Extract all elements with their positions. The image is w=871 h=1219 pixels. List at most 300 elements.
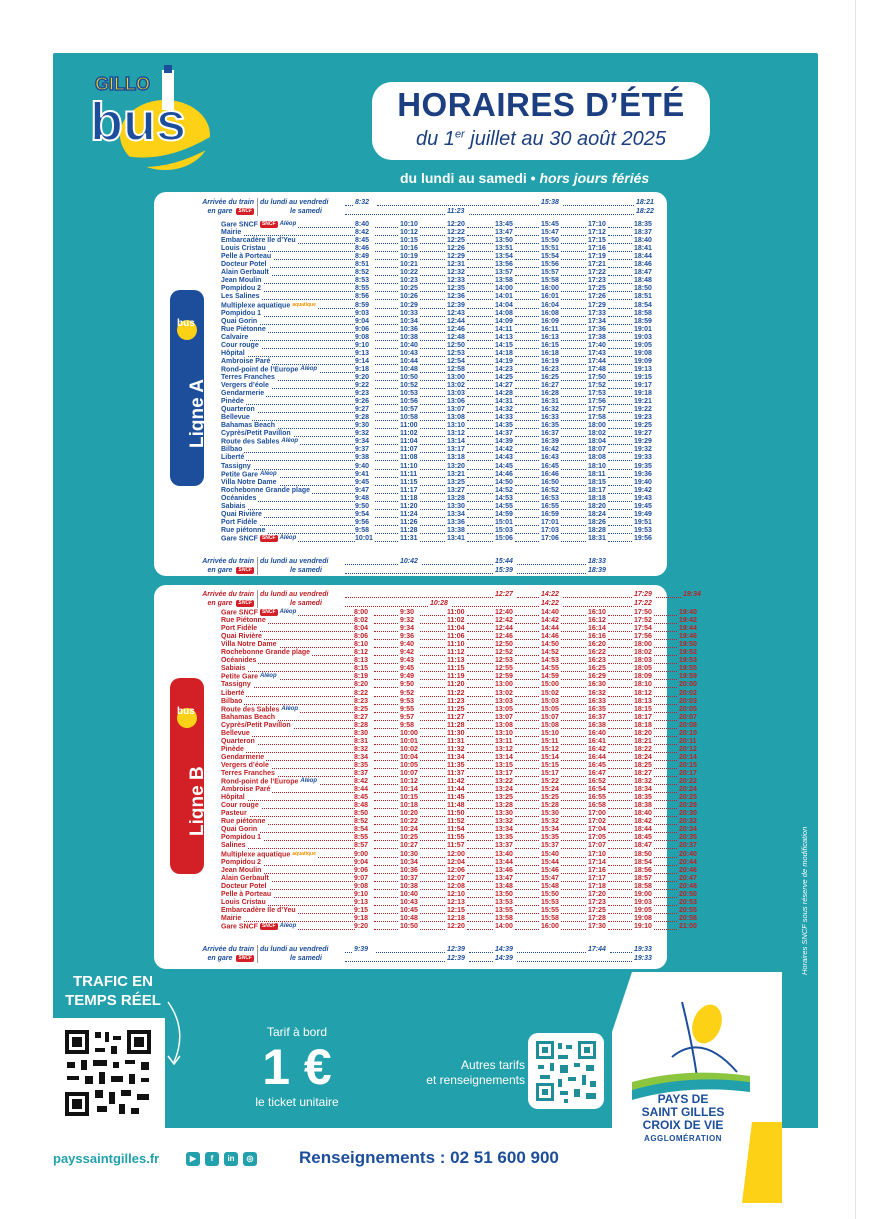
line-a-time: 10:10 xyxy=(400,221,418,228)
dotted-leader xyxy=(608,453,632,461)
dotted-leader xyxy=(420,478,445,486)
dotted-leader xyxy=(517,590,539,598)
dotted-leader xyxy=(561,713,586,721)
train-arrival-time: 9:39 xyxy=(354,946,369,953)
line-a-time: 16:11 xyxy=(541,325,559,333)
line-b-time: 13:47 xyxy=(495,874,513,882)
instagram-icon[interactable]: ◎ xyxy=(243,1152,257,1166)
dotted-leader xyxy=(608,624,632,632)
dotted-leader xyxy=(561,705,586,713)
dotted-leader xyxy=(561,381,586,389)
line-b-time: 17:04 xyxy=(588,826,606,834)
line-a-time: 12:20 xyxy=(447,221,465,228)
line-a-time: 15:56 xyxy=(541,261,559,269)
dotted-leader xyxy=(654,616,677,624)
dotted-leader xyxy=(420,494,445,502)
dotted-leader xyxy=(561,252,586,260)
line-a-time: 19:53 xyxy=(634,526,652,534)
line-b-time: 12:04 xyxy=(447,858,465,866)
line-b-time: 13:58 xyxy=(495,914,513,922)
dotted-leader xyxy=(467,333,493,341)
line-a-time: 10:22 xyxy=(400,269,418,277)
dotted-leader xyxy=(420,785,445,793)
qr-code-tarifs[interactable] xyxy=(528,1033,604,1109)
dotted-leader xyxy=(515,333,539,341)
line-a-time: 18:18 xyxy=(588,494,606,502)
line-a-time: 15:01 xyxy=(495,518,513,526)
dotted-leader xyxy=(654,898,677,906)
train-arrival-time: 19:34 xyxy=(683,591,701,598)
dotted-leader xyxy=(515,616,539,624)
dotted-leader xyxy=(608,640,632,648)
line-b-stop-name: Gare SNCF SNCF Aléop xyxy=(221,609,297,617)
line-b-stop-name: Pasteur xyxy=(221,810,247,818)
dotted-leader xyxy=(420,729,445,737)
dotted-leader xyxy=(420,373,445,381)
line-a-stop-name: Louis Cristau xyxy=(221,245,266,253)
dotted-leader xyxy=(561,761,586,769)
youtube-icon[interactable]: ▶ xyxy=(186,1152,200,1166)
line-a-time: 18:24 xyxy=(588,510,606,518)
line-a-stop-name: Mairie xyxy=(221,229,242,237)
dotted-leader xyxy=(467,381,493,389)
dotted-leader xyxy=(467,809,493,817)
line-b-time: 14:00 xyxy=(495,922,513,930)
aleop-icon: Aléop xyxy=(279,221,297,227)
dotted-leader xyxy=(654,874,677,882)
line-a-time: 13:34 xyxy=(447,510,465,518)
dotted-leader xyxy=(654,858,677,866)
line-a-time: 14:45 xyxy=(495,462,513,470)
dotted-leader xyxy=(467,325,493,333)
line-a-time: 10:40 xyxy=(400,341,418,349)
dotted-leader xyxy=(561,526,586,534)
dotted-leader xyxy=(374,841,398,849)
dotted-leader xyxy=(452,599,539,607)
dotted-leader xyxy=(608,421,632,429)
dotted-leader xyxy=(375,333,398,341)
dotted-leader xyxy=(515,381,539,389)
line-a-time: 11:24 xyxy=(400,510,418,518)
line-a-time: 16:31 xyxy=(541,398,559,406)
dotted-leader xyxy=(515,301,539,309)
dotted-leader xyxy=(515,922,539,930)
dotted-leader xyxy=(467,413,493,421)
dotted-leader xyxy=(561,301,586,309)
dotted-leader xyxy=(515,252,539,260)
dotted-leader xyxy=(608,236,632,244)
train-label: en gare SNCF xyxy=(207,599,252,607)
line-b-time: 17:02 xyxy=(588,818,606,826)
line-a-time: 19:09 xyxy=(634,357,652,365)
dotted-leader xyxy=(467,777,493,785)
train-arrival-time: 18:33 xyxy=(588,558,606,565)
dotted-leader xyxy=(608,470,632,478)
dotted-leader xyxy=(561,397,586,405)
dotted-leader xyxy=(374,729,398,737)
line-b-time: 15:05 xyxy=(541,705,559,713)
dotted-leader xyxy=(374,689,398,697)
line-a-time: 16:32 xyxy=(541,406,559,414)
line-b-time: 10:25 xyxy=(400,834,418,842)
dotted-leader xyxy=(654,640,677,648)
dotted-leader xyxy=(561,785,586,793)
dotted-leader xyxy=(654,801,677,809)
line-b-time: 13:32 xyxy=(495,818,513,826)
dotted-leader xyxy=(467,526,493,534)
line-b-time: 15:37 xyxy=(541,842,559,850)
line-a-time: 13:54 xyxy=(495,253,513,261)
line-b-time: 15:30 xyxy=(541,810,559,818)
line-b-time: 20:40 xyxy=(679,850,697,858)
dotted-leader xyxy=(515,453,539,461)
dotted-leader xyxy=(656,590,681,598)
line-b-time: 14:59 xyxy=(541,673,559,681)
dotted-leader xyxy=(374,817,398,825)
dotted-leader xyxy=(515,284,539,292)
line-a-stop-name: Tassigny xyxy=(221,462,251,470)
dotted-leader xyxy=(420,769,445,777)
dotted-leader xyxy=(515,729,539,737)
dotted-leader xyxy=(561,220,586,228)
line-b-time: 13:34 xyxy=(495,826,513,834)
dotted-leader xyxy=(515,608,539,616)
line-b-time: 16:12 xyxy=(588,617,606,625)
dotted-leader xyxy=(608,729,632,737)
bus-mini-logo xyxy=(175,304,199,344)
facebook-icon[interactable]: f xyxy=(205,1152,219,1166)
dotted-leader xyxy=(420,429,445,437)
line-a-time: 11:00 xyxy=(400,422,418,430)
line-a-time: 17:16 xyxy=(588,245,606,253)
line-b-time: 16:23 xyxy=(588,657,606,665)
website-link[interactable]: payssaintgilles.fr xyxy=(53,1151,160,1166)
dotted-leader xyxy=(515,421,539,429)
multiplexe-icon: aquatique xyxy=(292,301,316,308)
dotted-leader xyxy=(517,954,632,962)
line-a-time: 10:23 xyxy=(400,277,418,285)
dotted-leader xyxy=(515,341,539,349)
dotted-leader xyxy=(654,689,677,697)
line-b-time: 20:07 xyxy=(679,713,697,721)
line-b-time: 10:30 xyxy=(400,850,418,858)
dotted-leader xyxy=(375,284,398,292)
line-b-time: 17:56 xyxy=(634,633,652,641)
line-a-time: 19:32 xyxy=(634,446,652,454)
aleop-icon: Aléop xyxy=(279,609,297,615)
dotted-leader xyxy=(608,462,632,470)
dotted-leader xyxy=(420,761,445,769)
line-a-stop-name: Vergers d’éole xyxy=(221,382,269,389)
line-a-time: 18:07 xyxy=(588,446,606,454)
dotted-leader xyxy=(515,858,539,866)
line-b-time: 20:17 xyxy=(679,770,697,777)
line-a-time: 12:22 xyxy=(447,229,465,237)
line-b-time: 20:15 xyxy=(679,761,697,769)
line-a-time: 10:56 xyxy=(400,398,418,406)
line-a-time: 13:38 xyxy=(447,526,465,534)
line-a-time: 10:57 xyxy=(400,406,418,414)
line-b-time: 11:15 xyxy=(447,665,465,673)
line-b-stop-name: Gendarmerie xyxy=(221,753,265,761)
dotted-leader xyxy=(467,534,493,542)
line-a-stop-name: Pelle à Porteau xyxy=(221,253,272,261)
linkedin-icon[interactable]: in xyxy=(224,1152,238,1166)
line-a-time: 14:19 xyxy=(495,357,513,365)
line-b-time: 9:43 xyxy=(400,657,415,665)
line-b-time: 18:56 xyxy=(634,866,652,874)
line-b-stop-name: Ambroise Paré xyxy=(221,786,271,794)
line-b-time: 13:50 xyxy=(495,890,513,898)
line-b-time: 8:54 xyxy=(354,826,369,834)
dotted-leader xyxy=(467,656,493,664)
line-b-time: 17:00 xyxy=(588,810,606,818)
line-b-time: 17:25 xyxy=(588,906,606,914)
line-b-train-header xyxy=(190,590,701,608)
dotted-leader xyxy=(654,624,677,632)
line-b-time: 16:22 xyxy=(588,649,606,657)
dotted-leader xyxy=(515,640,539,648)
dotted-leader xyxy=(420,680,445,688)
dotted-leader xyxy=(561,833,586,841)
dotted-leader xyxy=(515,389,539,397)
aleop-icon: Aléop xyxy=(259,673,277,680)
dotted-leader xyxy=(654,817,677,825)
line-a-time: 16:33 xyxy=(541,414,559,422)
dotted-leader xyxy=(561,648,586,656)
line-a-time: 14:01 xyxy=(495,293,513,301)
line-a-time: 12:36 xyxy=(447,293,465,301)
dotted-leader xyxy=(515,445,539,453)
line-a-time: 13:28 xyxy=(447,494,465,502)
dotted-leader xyxy=(420,737,445,745)
tarif-price: 1 € xyxy=(262,1039,332,1095)
line-a-time: 8:40 xyxy=(355,221,370,228)
line-b-time: 11:57 xyxy=(447,842,465,850)
dotted-leader xyxy=(654,866,677,874)
line-a-time: 9:26 xyxy=(355,398,370,406)
line-a-time: 16:00 xyxy=(541,285,559,293)
line-b-stop-name: Vergers d’éole xyxy=(221,761,269,769)
dotted-leader xyxy=(375,252,398,260)
dotted-leader xyxy=(375,357,398,365)
dotted-leader xyxy=(467,664,493,672)
dotted-leader xyxy=(561,866,586,874)
line-a-time: 17:40 xyxy=(588,341,606,349)
line-a-time: 12:39 xyxy=(447,301,465,309)
line-a-time: 11:26 xyxy=(400,518,418,526)
line-b-time: 9:55 xyxy=(400,705,415,713)
line-a-time: 17:56 xyxy=(588,398,606,406)
dotted-leader xyxy=(374,664,398,672)
line-b-time: 19:55 xyxy=(679,665,697,673)
line-a-time: 16:55 xyxy=(541,502,559,510)
line-b-time: 13:53 xyxy=(495,898,513,906)
line-b-time: 16:16 xyxy=(588,633,606,641)
dotted-leader xyxy=(420,745,445,753)
dotted-leader xyxy=(420,510,445,518)
dotted-leader xyxy=(374,850,398,858)
line-a-time: 10:36 xyxy=(400,325,418,333)
dotted-leader xyxy=(374,922,398,930)
line-a-time: 12:31 xyxy=(447,261,465,269)
dotted-leader xyxy=(375,534,398,542)
line-a-stop-name: Docteur Potel xyxy=(221,261,267,269)
sncf-icon: SNCF xyxy=(261,534,276,541)
train-arrival-time: 12:27 xyxy=(495,591,513,598)
line-a-time: 10:12 xyxy=(400,229,418,237)
line-a-time: 9:23 xyxy=(355,390,370,398)
line-b-time: 12:59 xyxy=(495,673,513,681)
dotted-leader xyxy=(654,809,677,817)
line-a-time: 18:17 xyxy=(588,486,606,494)
dotted-leader xyxy=(467,745,493,753)
line-a-time: 10:50 xyxy=(400,373,418,381)
dotted-leader xyxy=(515,793,539,801)
line-b-time: 9:32 xyxy=(400,617,415,625)
line-b-stop-name: Liberté xyxy=(221,689,245,697)
line-a-time: 13:07 xyxy=(447,406,465,414)
line-b-time: 17:50 xyxy=(634,609,652,616)
line-b-time: 13:35 xyxy=(495,834,513,842)
dotted-leader xyxy=(375,526,398,534)
dotted-leader xyxy=(515,228,539,236)
multiplexe-icon: aquatique xyxy=(292,850,316,857)
autres-tarifs: Autres tarifs et renseignements xyxy=(426,1058,525,1087)
line-b-time: 16:10 xyxy=(588,609,606,616)
line-b-time: 18:58 xyxy=(634,882,652,890)
dotted-leader xyxy=(420,697,445,705)
dotted-leader xyxy=(467,769,493,777)
line-b-time: 17:10 xyxy=(588,850,606,858)
line-b-time: 10:04 xyxy=(400,753,418,761)
dotted-leader xyxy=(608,825,632,833)
divider xyxy=(257,557,258,575)
line-a-time: 9:06 xyxy=(355,325,370,333)
line-b-stop-name: Bilbao xyxy=(221,697,243,705)
line-a-stop-name: Hôpital xyxy=(221,349,245,357)
line-a-time: 19:13 xyxy=(634,365,652,373)
line-a-time: 14:11 xyxy=(495,325,513,333)
line-b-time: 12:08 xyxy=(447,882,465,890)
line-b-time: 14:46 xyxy=(541,633,559,641)
dotted-leader xyxy=(345,198,353,206)
line-a-time: 13:36 xyxy=(447,518,465,526)
dotted-leader xyxy=(654,890,677,898)
dotted-leader xyxy=(374,680,398,688)
line-b-time: 13:37 xyxy=(495,842,513,850)
dotted-leader xyxy=(515,753,539,761)
line-a-time: 11:10 xyxy=(400,462,418,470)
dotted-leader xyxy=(515,486,539,494)
dotted-leader xyxy=(563,599,632,607)
qr-code-trafic[interactable] xyxy=(53,1018,165,1128)
line-a-time: 9:48 xyxy=(355,494,370,502)
line-b-time: 20:28 xyxy=(679,802,697,810)
dotted-leader xyxy=(515,260,539,268)
dotted-leader xyxy=(467,825,493,833)
line-a-time: 9:28 xyxy=(355,414,370,422)
dotted-leader xyxy=(375,236,398,244)
line-b-time: 15:50 xyxy=(541,890,559,898)
line-b-time: 13:00 xyxy=(495,681,513,689)
line-a-stop-name: Bilbao xyxy=(221,446,243,454)
line-b-time: 17:20 xyxy=(588,890,606,898)
dotted-leader xyxy=(608,502,632,510)
line-a-time: 13:17 xyxy=(447,446,465,454)
train-arrival-time: 14:39 xyxy=(495,946,513,953)
line-b-time: 20:08 xyxy=(679,721,697,729)
line-b-time: 9:34 xyxy=(400,625,415,633)
line-b-time: 9:30 xyxy=(400,609,415,616)
line-a-stop-name: Pompidou 1 xyxy=(221,309,262,317)
dotted-leader xyxy=(561,349,586,357)
dotted-leader xyxy=(467,405,493,413)
dotted-leader xyxy=(420,220,445,228)
train-arrival-time: 12:39 xyxy=(447,946,465,953)
trafic-heading: TRAFIC EN TEMPS RÉEL xyxy=(65,973,161,1009)
line-b-time: 11:34 xyxy=(447,753,465,761)
dotted-leader xyxy=(377,198,539,206)
dotted-leader xyxy=(467,858,493,866)
line-a-time: 10:25 xyxy=(400,285,418,293)
dotted-leader xyxy=(561,664,586,672)
dotted-leader xyxy=(420,793,445,801)
line-a-time: 16:59 xyxy=(541,510,559,518)
dotted-leader xyxy=(467,252,493,260)
dotted-leader xyxy=(467,898,493,906)
line-b-time: 11:19 xyxy=(447,673,465,681)
line-b-stop-name: Alain Gerbault xyxy=(221,874,269,882)
line-b-time: 17:28 xyxy=(588,914,606,922)
line-a-time: 16:13 xyxy=(541,333,559,341)
line-b-stop-name: Rochebonne Grande plage xyxy=(221,649,311,657)
line-b-time: 11:22 xyxy=(447,689,465,697)
line-a-time: 14:37 xyxy=(495,430,513,438)
line-a-time: 18:02 xyxy=(588,430,606,438)
line-b-time: 13:17 xyxy=(495,770,513,777)
dotted-leader xyxy=(375,405,398,413)
line-b-time: 11:52 xyxy=(447,818,465,826)
line-b-time: 17:23 xyxy=(588,898,606,906)
dotted-leader xyxy=(374,672,398,680)
dotted-leader xyxy=(375,389,398,397)
dotted-leader xyxy=(420,486,445,494)
dotted-leader xyxy=(467,341,493,349)
line-a-time: 17:25 xyxy=(588,285,606,293)
line-b-time: 18:05 xyxy=(634,665,652,673)
line-a-time: 13:58 xyxy=(495,277,513,285)
line-b-time: 20:58 xyxy=(679,914,697,922)
dotted-leader xyxy=(467,309,493,317)
line-a-time: 16:43 xyxy=(541,454,559,462)
line-b-time: 16:47 xyxy=(588,770,606,777)
line-a-time: 18:47 xyxy=(634,269,652,277)
line-a-time: 12:50 xyxy=(447,341,465,349)
contact-phone[interactable]: Renseignements : 02 51 600 900 xyxy=(299,1148,559,1167)
line-a-time: 13:57 xyxy=(495,269,513,277)
dotted-leader xyxy=(610,945,632,953)
line-b-time: 18:35 xyxy=(634,794,652,802)
dotted-leader xyxy=(561,801,586,809)
line-b-time: 8:34 xyxy=(354,753,369,761)
sncf-icon: SNCF xyxy=(238,954,252,961)
line-b-time: 8:42 xyxy=(354,778,369,786)
dotted-leader xyxy=(561,317,586,325)
dotted-leader xyxy=(561,777,586,785)
line-a-time: 10:44 xyxy=(400,357,418,365)
line-b-time: 11:30 xyxy=(447,729,465,737)
